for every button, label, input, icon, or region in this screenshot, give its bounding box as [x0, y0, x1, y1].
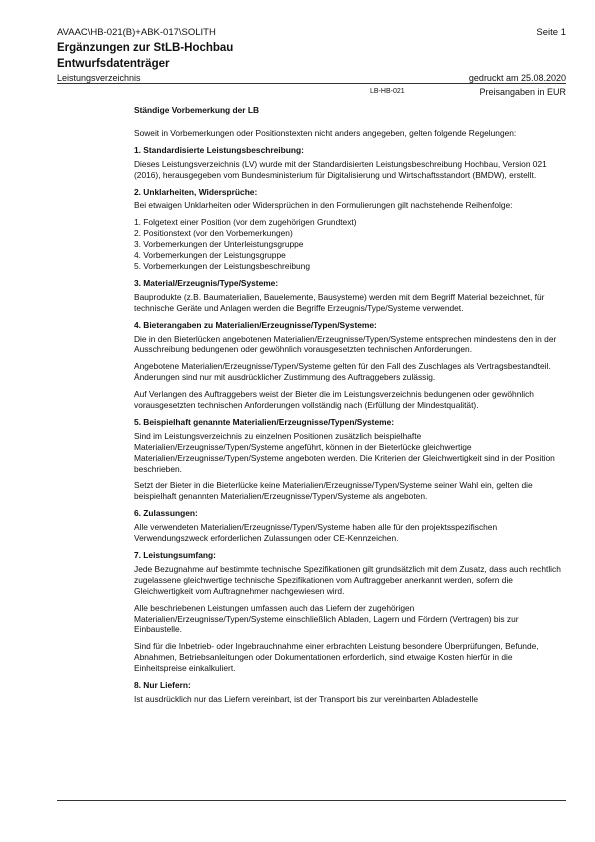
section-5-paragraph-1: Sind im Leistungsverzeichnis zu einzelnen Positionen zusätzlich beispielhafte Materialien/Erzeugnisse/Typen/Systeme angeführt, können in der Bieterlücke gleichwertige Materialien/Erzeugnisse/Typen/Systeme angeboten werden. Die Kriterien der Gleichwertigkeit sind in der Position beschrieben. [134, 430, 555, 474]
document-subtitle: Entwurfsdatenträger [57, 58, 170, 70]
section-4-paragraph-2: Angebotene Materialien/Erzeugnisse/Typen/Systeme gelten für den Fall des Zuschlages als Vertragsbestandteil. Änderungen sind nur mit ausdrücklicher Zustimmung des Auftraggebers zulässig. [134, 361, 551, 383]
header-row-2 [57, 87, 566, 99]
print-date: gedruckt am 25.08.2020 [468, 73, 566, 83]
page-header [57, 27, 566, 41]
price-note: Preisangaben in EUR [479, 87, 566, 97]
section-4-title: 4. Bieterangaben zu Materialien/Erzeugnisse/Typen/Systeme: [134, 319, 377, 330]
section-2-paragraph: Bei etwaigen Unklarheiten oder Widersprüchen in den Formulierungen gilt nachstehende Reihenfolge: [134, 200, 513, 211]
section-6-paragraph: Alle verwendeten Materialien/Erzeugnisse/Typen/Systeme haben alle für den projektsspezifischen Verwendungszweck erforderlichen Zulassungen oder CE-Kennzeichen. [134, 522, 498, 544]
section-3-title: 3. Material/Erzeugnis/Type/Systeme: [134, 277, 279, 288]
section-3-paragraph: Bauprodukte (z.B. Baumaterialien, Bauelemente, Bausysteme) werden mit dem Begriff Material bezeichnet, für technische Geräte und Anlagen werden die Begriffe Erzeugnis/Type/Systeme verwendet. [134, 291, 545, 313]
section-4-paragraph-3: Auf Verlangen des Auftraggebers weist der Bieter die im Leistungsverzeichnis bedungenen oder gewöhnlich vorausgesetzten technischen Anforderungen vollständig nach (Erfüllung der Mindestqualität). [134, 389, 534, 411]
section-2-title: 2. Unklarheiten, Widersprüche: [134, 186, 258, 197]
section-8-paragraph: Ist ausdrücklich nur das Liefern vereinbart, ist der Transport bis zur vereinbarten Abladestelle [134, 693, 479, 704]
page-number: Seite 1 [536, 27, 566, 38]
section-1-paragraph: Dieses Leistungsverzeichnis (LV) wurde mit der Standardisierten Leistungsbeschreibung Hochbau, Version 021 (2016), herausgegeben vom Bundesministerium für Digitalisierung und Wirtschaftsstandort (BMDW), erstellt. [134, 158, 547, 180]
list-item: 3. Vorbemerkungen der Unterleistungsgruppe [134, 239, 304, 250]
list-item: 5. Vorbemerkungen der Leistungsbeschreibung [134, 260, 310, 271]
list-item: 2. Positionstext (vor den Vorbemerkungen) [134, 228, 293, 239]
intro-paragraph: Soweit in Vorbemerkungen oder Positionstexten nicht anders angegeben, gelten folgende Regelungen: [134, 127, 517, 138]
document-id: AVAAC\HB-021(B)+ABK-017\SOLITH [57, 27, 216, 38]
header-divider [57, 83, 566, 84]
section-5-title: 5. Beispielhaft genannte Materialien/Erzeugnisse/Typen/Systeme: [134, 416, 395, 427]
document-title: Ergänzungen zur StLB-Hochbau [57, 42, 234, 54]
section-1-title: 1. Standardisierte Leistungsbeschreibung: [134, 144, 304, 155]
section-8-title: 8. Nur Liefern: [134, 680, 191, 691]
footer-divider [57, 800, 566, 801]
section-7-paragraph-2: Alle beschriebenen Leistungen umfassen auch das Liefern der zugehörigen Materialien/Erzeugnisse/Typen/Systeme einschließlich Abladen, Lagern und Fördern (Vertragen) bis zur Einbaustelle. [134, 602, 519, 635]
priority-list [134, 217, 566, 272]
section-4-paragraph-1: Die in den Bieterlücken angebotenen Materialien/Erzeugnisse/Typen/Systeme entsprechen mindestens den in der Ausschreibung bedungenen oder gewöhnlich vorausgesetzten technischen Anforderungen. [134, 333, 557, 355]
section-7-paragraph-3: Sind für die Inbetrieb- oder Ingebrauchnahme einer erbrachten Leistung besondere Überprüfungen, Befunde, Abnahmen, Betriebsanleitungen oder Dokumentationen erforderlich, sind etwaige Kosten hierfür in die Einheitspreise einkalkuliert. [134, 641, 539, 674]
section-5-paragraph-2: Setzt der Bieter in die Bieterlücke keine Materialien/Erzeugnisse/Typen/Systeme seiner Wahl ein, gelten die beispielhaft genannten Materialien/Erzeugnisse/Typen/Systeme als angeboten. [134, 480, 533, 502]
list-item: 1. Folgetext einer Position (vor dem zugehörigen Grundtext) [134, 217, 357, 228]
lb-code: LB-HB-021 [370, 88, 405, 95]
document-body [134, 105, 566, 711]
section-6-title: 6. Zulassungen: [134, 508, 198, 519]
section-7-paragraph-1: Jede Bezugnahme auf bestimmte technische Spezifikationen gilt grundsätzlich mit dem Zusatz, dass auch rechtlich zugelassene gleichwertige technische Spezifikationen vom Auftraggeber anerkannt werden, sofern die Gleichwertigkeit vom Auftragnehmer nachgewiesen wird. [134, 563, 561, 596]
section-label: Leistungsverzeichnis [57, 73, 141, 83]
body-heading: Ständige Vorbemerkung der LB [134, 105, 260, 115]
section-7-title: 7. Leistungsumfang: [134, 550, 216, 560]
list-item: 4. Vorbemerkungen der Leistungsgruppe [134, 250, 286, 261]
